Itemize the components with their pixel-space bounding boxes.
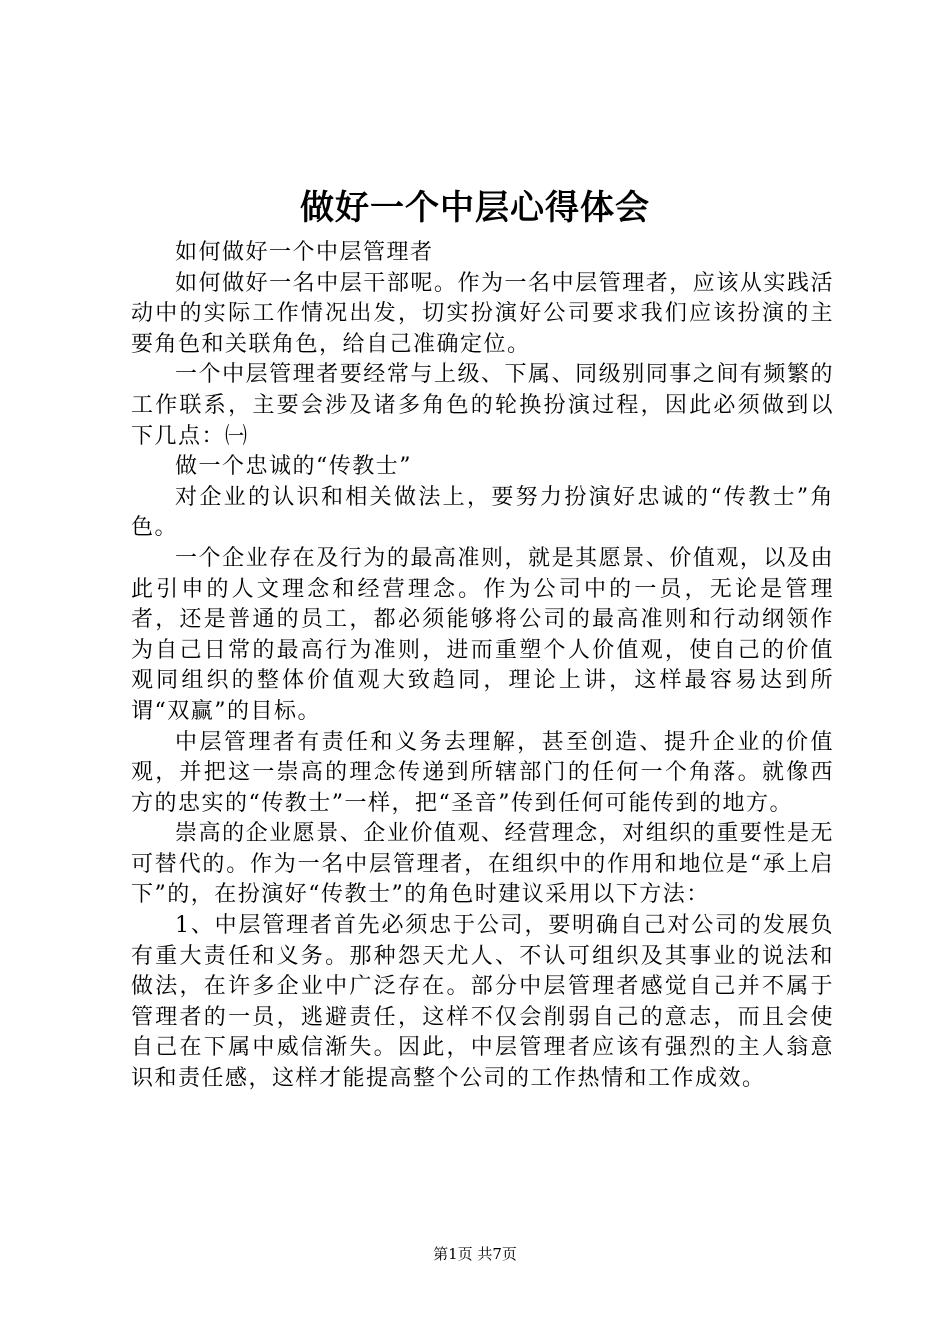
paragraph-heading: 如何做好一个中层管理者	[175, 240, 434, 265]
document-body	[131, 238, 834, 1095]
paragraph-subheading: 做一个忠诚的“传教士”	[175, 454, 412, 480]
paragraph: 对企业的认识和相关做法上，要努力扮演好忠诚的“传教士”角色。	[131, 484, 834, 541]
paragraph: 一个中层管理者要经常与上级、下属、同级别同事之间有频繁的工作联系，主要会涉及诸多角色的轮换扮演过程，因此必须做到以下几点：㈠	[131, 362, 834, 449]
page-number-footer: 第1页 共7页	[433, 1245, 517, 1263]
paragraph: 中层管理者有责任和义务去理解，甚至创造、提升企业的价值观，并把这一崇高的理念传递到所辖部门的任何一个角落。就像西方的忠实的“传教士”一样，把“圣音”传到任何可能传到的地方。	[131, 729, 834, 816]
paragraph: 一个企业存在及行为的最高准则，就是其愿景、价值观，以及由此引申的人文理念和经营理念。作为公司中的一员，无论是管理者，还是普通的员工，都必须能够将公司的最高准则和行动纲领作为自己日常的最高行为准则，进而重塑个人价值观，使自己的价值观同组织的整体价值观大致趋同，理论上讲，这样最容易达到所谓“双赢”的目标。	[131, 545, 834, 724]
document-title: 做好一个中层心得体会	[300, 188, 650, 228]
paragraph: 如何做好一名中层干部呢。作为一名中层管理者，应该从实践活动中的实际工作情况出发，切实扮演好公司要求我们应该扮演的主要角色和关联角色，给自己准确定位。	[131, 270, 834, 357]
paragraph-list-item: 1、中层管理者首先必须忠于公司，要明确自己对公司的发展负有重大责任和义务。那种怨天尤人、不认可组织及其事业的说法和做法，在许多企业中广泛存在。部分中层管理者感觉自己并不属于管理者的一员，逃避责任，这样不仅会削弱自己的意志，而且会使自己在下属中威信渐失。因此，中层管理者应该有强烈的主人翁意识和责任感，这样才能提高整个公司的工作热情和工作成效。	[131, 913, 834, 1092]
paragraph: 崇高的企业愿景、企业价值观、经营理念，对组织的重要性是无可替代的。作为一名中层管理者，在组织中的作用和地位是“承上启下”的，在扮演好“传教士”的角色时建议采用以下方法：	[131, 821, 834, 908]
